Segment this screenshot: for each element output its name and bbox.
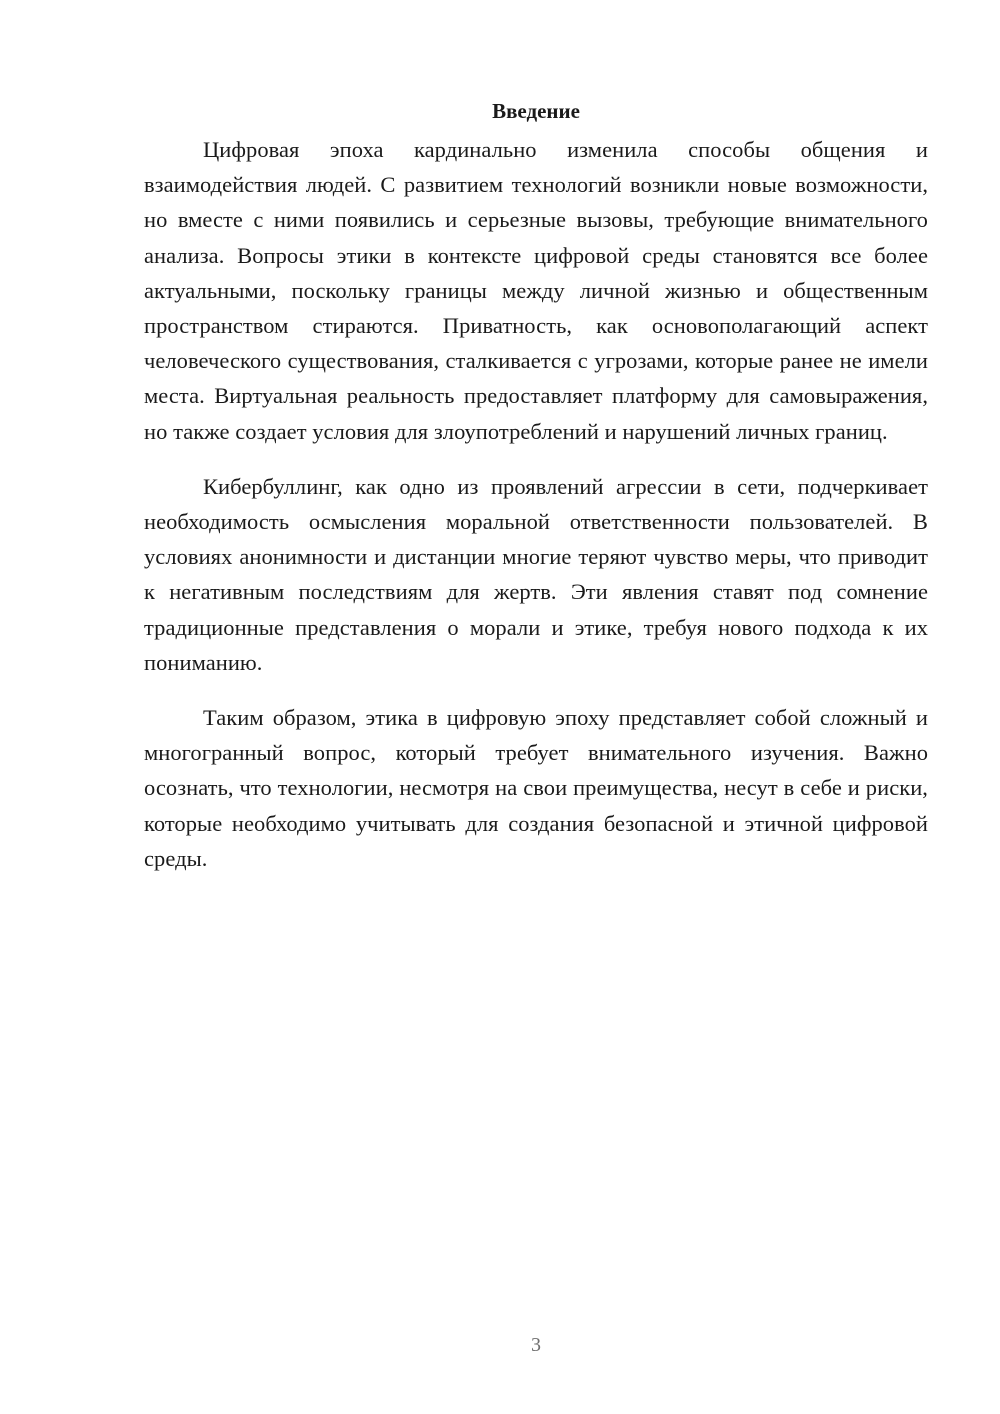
section-heading: Введение <box>492 99 580 123</box>
paragraph-3: Таким образом, этика в цифровую эпоху представляет собой сложный и многогранный вопрос, который требует внимательного изучения. Важно осознать, что технологии, несмотря на свои преимущества, несут в себе и риски, которые необходимо учитывать для создания безопасной и этичной цифровой среды. <box>144 705 928 871</box>
paragraph-2: Кибербуллинг, как одно из проявлений агрессии в сети, подчеркивает необходимость осмысления моральной ответственности пользователей. В условиях анонимности и дистанции многие теряют чувство меры, что приводит к негативным последствиям для жертв. Эти явления ставят под сомнение традиционные представления о морали и этике, требуя нового подхода к их пониманию. <box>144 473 928 675</box>
paragraph-1: Цифровая эпоха кардинально изменила способы общения и взаимодействия людей. С развитием технологий возникли новые возможности, но вместе с ними появились и серьезные вызовы, требующие внимательного анализа. Вопросы этики в контексте цифровой среды становятся все более актуальными, поскольку границы между личной жизнью и общественным пространством стираются. Приватность, как основополагающий аспект человеческого существования, сталкивается с угрозами, которые ранее не имели места. Виртуальная реальность предоставляет платформу для самовыражения, но также создает условия для злоупотреблений и нарушений личных границ. <box>144 137 928 444</box>
page-content <box>144 96 928 896</box>
page-number: 3 <box>531 1334 541 1356</box>
